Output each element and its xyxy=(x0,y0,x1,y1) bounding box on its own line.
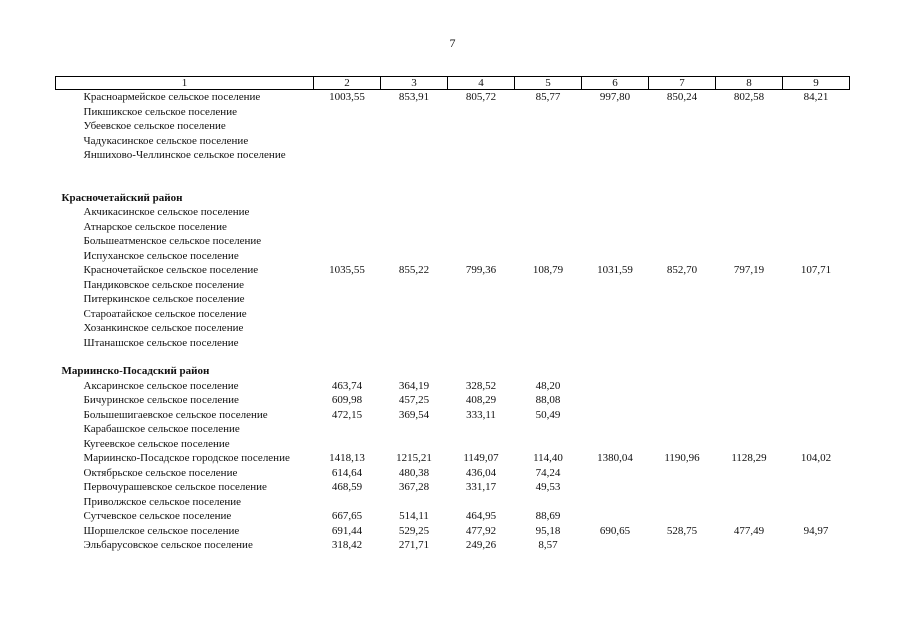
value-cell: 8,57 xyxy=(538,539,558,551)
settlement-name: Октябрьское сельское поселение xyxy=(83,466,238,479)
value-cell xyxy=(649,393,716,408)
table-row xyxy=(56,451,850,466)
value-cell xyxy=(515,437,582,452)
value-cell: 614,64 xyxy=(331,466,363,479)
value-cell xyxy=(314,292,381,307)
value-cell xyxy=(783,307,850,322)
table-row xyxy=(56,90,850,105)
value-cell: 1035,55 xyxy=(329,264,365,276)
value-cell xyxy=(783,379,850,394)
value-cell xyxy=(783,495,850,510)
value-cell xyxy=(649,538,716,553)
value-cell xyxy=(515,307,582,322)
column-header: 9 xyxy=(783,77,850,90)
settlement-name: Пандиковское сельское поселение xyxy=(83,278,244,291)
value-cell xyxy=(649,105,716,120)
value-cell: 107,71 xyxy=(800,264,832,276)
value-cell xyxy=(783,538,850,553)
value-cell xyxy=(783,336,850,351)
settlement-name: Убеевское сельское поселение xyxy=(83,120,226,132)
value-cell xyxy=(716,538,783,553)
value-cell xyxy=(716,148,783,163)
value-cell xyxy=(649,495,716,510)
value-cell: 667,65 xyxy=(331,510,363,522)
column-header: 1 xyxy=(56,77,314,90)
data-table xyxy=(55,76,850,553)
settlement-name: Испуханское сельское поселение xyxy=(83,249,239,262)
value-cell xyxy=(381,134,448,149)
value-cell xyxy=(381,437,448,452)
value-cell xyxy=(716,249,783,264)
table-row xyxy=(56,307,850,322)
value-cell xyxy=(448,422,515,437)
value-cell: 464,95 xyxy=(465,510,497,522)
value-cell xyxy=(381,119,448,134)
value-cell xyxy=(649,336,716,351)
value-cell: 1190,96 xyxy=(664,452,700,464)
value-cell: 331,17 xyxy=(465,481,497,493)
value-cell xyxy=(649,220,716,235)
value-cell xyxy=(515,292,582,307)
table-body xyxy=(56,90,850,553)
value-cell xyxy=(649,422,716,437)
value-cell xyxy=(381,148,448,163)
value-cell xyxy=(381,249,448,264)
value-cell xyxy=(582,509,649,524)
value-cell: 369,54 xyxy=(398,408,430,421)
header-row xyxy=(56,77,850,90)
value-cell xyxy=(582,249,649,264)
value-cell xyxy=(716,509,783,524)
value-cell xyxy=(716,292,783,307)
value-cell xyxy=(783,509,850,524)
value-cell xyxy=(448,234,515,249)
settlement-name: Аксаринское сельское поселение xyxy=(83,379,239,392)
value-cell xyxy=(448,278,515,293)
value-cell xyxy=(649,278,716,293)
value-cell xyxy=(716,134,783,149)
value-cell: 95,18 xyxy=(535,524,561,537)
table-row xyxy=(56,379,850,394)
value-cell: 49,53 xyxy=(535,481,561,493)
value-cell xyxy=(649,379,716,394)
value-cell: 85,77 xyxy=(535,91,561,103)
value-cell xyxy=(649,234,716,249)
value-cell: 74,24 xyxy=(535,466,561,479)
value-cell xyxy=(716,480,783,495)
value-cell xyxy=(582,278,649,293)
value-cell: 1380,04 xyxy=(597,452,633,464)
value-cell xyxy=(515,495,582,510)
value-cell xyxy=(381,220,448,235)
value-cell xyxy=(783,249,850,264)
column-header: 2 xyxy=(314,77,381,90)
table-row xyxy=(56,105,850,120)
value-cell: 48,20 xyxy=(535,379,561,392)
value-cell xyxy=(515,336,582,351)
value-cell xyxy=(582,220,649,235)
value-cell xyxy=(716,495,783,510)
value-cell xyxy=(314,134,381,149)
value-cell xyxy=(582,234,649,249)
value-cell xyxy=(582,307,649,322)
value-cell: 477,49 xyxy=(733,524,765,537)
value-cell xyxy=(515,321,582,336)
value-cell: 853,91 xyxy=(398,91,430,103)
value-cell: 249,26 xyxy=(465,539,497,551)
value-cell xyxy=(515,234,582,249)
value-cell xyxy=(716,437,783,452)
value-cell xyxy=(448,119,515,134)
value-cell xyxy=(783,134,850,149)
value-cell xyxy=(716,278,783,293)
value-cell: 802,58 xyxy=(733,91,765,103)
value-cell xyxy=(448,205,515,220)
column-header: 4 xyxy=(448,77,515,90)
value-cell xyxy=(783,205,850,220)
value-cell xyxy=(381,422,448,437)
value-cell: 1215,21 xyxy=(396,452,432,464)
table-row xyxy=(56,495,850,510)
value-cell: 114,40 xyxy=(533,452,563,464)
value-cell xyxy=(783,220,850,235)
value-cell xyxy=(582,205,649,220)
value-cell xyxy=(381,205,448,220)
value-cell xyxy=(448,336,515,351)
value-cell xyxy=(783,119,850,134)
settlement-name: Приволжское сельское поселение xyxy=(83,495,242,508)
value-cell xyxy=(314,307,381,322)
value-cell xyxy=(582,292,649,307)
table-row xyxy=(56,422,850,437)
value-cell xyxy=(448,220,515,235)
value-cell: 328,52 xyxy=(465,379,497,392)
value-cell xyxy=(649,205,716,220)
value-cell xyxy=(783,278,850,293)
table-row xyxy=(56,292,850,307)
spacer-row xyxy=(56,350,850,364)
value-cell xyxy=(314,234,381,249)
value-cell xyxy=(582,437,649,452)
value-cell: 609,98 xyxy=(331,394,363,406)
value-cell: 468,59 xyxy=(331,481,363,493)
settlement-name: Питеркинское сельское поселение xyxy=(83,293,245,305)
value-cell xyxy=(582,379,649,394)
value-cell: 1031,59 xyxy=(597,264,633,276)
value-cell xyxy=(649,466,716,481)
value-cell xyxy=(314,422,381,437)
value-cell xyxy=(716,105,783,120)
value-cell: 84,21 xyxy=(803,91,829,103)
table-row xyxy=(56,408,850,423)
table-row xyxy=(56,393,850,408)
value-cell xyxy=(649,134,716,149)
value-cell xyxy=(649,148,716,163)
column-header: 7 xyxy=(649,77,716,90)
value-cell xyxy=(783,148,850,163)
value-cell xyxy=(314,249,381,264)
value-cell xyxy=(448,437,515,452)
value-cell xyxy=(649,437,716,452)
settlement-name: Большешигаевское сельское поселение xyxy=(83,408,268,421)
value-cell: 333,11 xyxy=(466,408,496,421)
settlement-name: Штанашское сельское поселение xyxy=(83,336,239,349)
value-cell: 529,25 xyxy=(398,524,430,537)
settlement-name: Шоршелское сельское поселение xyxy=(83,524,240,537)
value-cell: 997,80 xyxy=(599,91,631,103)
value-cell xyxy=(448,495,515,510)
value-cell xyxy=(448,148,515,163)
district-row xyxy=(56,364,850,379)
column-header: 8 xyxy=(716,77,783,90)
value-cell xyxy=(783,437,850,452)
value-cell: 108,79 xyxy=(532,264,564,276)
value-cell: 271,71 xyxy=(398,539,430,551)
settlement-name: Бичуринское сельское поселение xyxy=(83,394,239,406)
value-cell xyxy=(515,119,582,134)
value-cell xyxy=(582,538,649,553)
value-cell: 472,15 xyxy=(331,408,363,421)
value-cell: 691,44 xyxy=(331,524,363,537)
value-cell xyxy=(783,480,850,495)
value-cell xyxy=(783,422,850,437)
value-cell xyxy=(448,249,515,264)
settlement-name: Карабашское сельское поселение xyxy=(83,423,240,435)
value-cell: 367,28 xyxy=(398,481,430,493)
settlement-name: Акчикасинское сельское поселение xyxy=(83,206,250,218)
value-cell: 94,97 xyxy=(803,524,829,537)
table-row xyxy=(56,263,850,278)
value-cell xyxy=(448,307,515,322)
value-cell: 690,65 xyxy=(599,524,631,537)
value-cell xyxy=(582,422,649,437)
value-cell: 436,04 xyxy=(465,466,497,479)
value-cell xyxy=(649,307,716,322)
value-cell: 514,11 xyxy=(399,510,429,522)
table-row xyxy=(56,480,850,495)
settlement-name: Мариинско-Посадское городское поселение xyxy=(83,452,290,464)
settlement-name: Большеатменское сельское поселение xyxy=(83,235,262,247)
column-header: 5 xyxy=(515,77,582,90)
settlement-name: Атнарское сельское поселение xyxy=(83,220,227,233)
district-row xyxy=(56,191,850,206)
value-cell xyxy=(448,321,515,336)
table-row xyxy=(56,249,850,264)
value-cell xyxy=(716,379,783,394)
spacer-row xyxy=(56,177,850,191)
value-cell xyxy=(515,148,582,163)
spacer-cell xyxy=(56,350,850,364)
value-cell: 1149,07 xyxy=(463,452,499,464)
table-row xyxy=(56,336,850,351)
value-cell xyxy=(381,278,448,293)
value-cell xyxy=(314,278,381,293)
value-cell: 318,42 xyxy=(331,539,363,551)
value-cell xyxy=(582,134,649,149)
value-cell xyxy=(381,105,448,120)
value-cell xyxy=(716,408,783,423)
settlement-name: Первочурашевское сельское поселение xyxy=(83,481,267,493)
settlement-name: Староатайское сельское поселение xyxy=(83,307,247,320)
value-cell xyxy=(582,336,649,351)
table-row xyxy=(56,134,850,149)
value-cell: 855,22 xyxy=(398,264,430,276)
value-cell xyxy=(448,134,515,149)
value-cell xyxy=(649,509,716,524)
table-row xyxy=(56,234,850,249)
value-cell: 408,29 xyxy=(465,394,497,406)
value-cell: 104,02 xyxy=(800,452,832,464)
table-row xyxy=(56,205,850,220)
value-cell: 477,92 xyxy=(465,524,497,537)
table-row xyxy=(56,509,850,524)
value-cell: 852,70 xyxy=(666,264,698,276)
value-cell xyxy=(716,220,783,235)
value-cell xyxy=(381,495,448,510)
table-row xyxy=(56,220,850,235)
value-cell xyxy=(716,422,783,437)
value-cell xyxy=(314,321,381,336)
value-cell xyxy=(716,336,783,351)
settlement-name: Хозанкинское сельское поселение xyxy=(83,322,244,334)
settlement-name: Сутчевское сельское поселение xyxy=(83,510,232,522)
value-cell xyxy=(716,307,783,322)
value-cell xyxy=(515,220,582,235)
value-cell xyxy=(716,234,783,249)
settlement-name: Пикшикское сельское поселение xyxy=(83,105,237,118)
value-cell xyxy=(716,466,783,481)
value-cell xyxy=(582,148,649,163)
value-cell xyxy=(582,408,649,423)
value-cell xyxy=(582,480,649,495)
value-cell xyxy=(582,466,649,481)
table-row xyxy=(56,148,850,163)
table-row xyxy=(56,466,850,481)
value-cell xyxy=(716,321,783,336)
value-cell: 457,25 xyxy=(398,394,430,406)
value-cell xyxy=(515,249,582,264)
value-cell xyxy=(783,234,850,249)
value-cell xyxy=(314,220,381,235)
value-cell xyxy=(783,393,850,408)
settlement-name: Эльбарусовское сельское поселение xyxy=(83,539,253,551)
district-heading: Красночетайский район xyxy=(61,191,183,204)
value-cell: 463,74 xyxy=(331,379,363,392)
value-cell: 528,75 xyxy=(666,524,698,537)
value-cell: 480,38 xyxy=(398,466,430,479)
table-row xyxy=(56,437,850,452)
value-cell xyxy=(783,105,850,120)
settlement-name: Яншихово-Челлинское сельское поселение xyxy=(83,149,286,161)
settlement-name: Красночетайское сельское поселение xyxy=(83,264,259,276)
value-cell xyxy=(314,336,381,351)
value-cell: 88,69 xyxy=(535,510,561,522)
value-cell xyxy=(783,408,850,423)
value-cell xyxy=(314,495,381,510)
value-cell xyxy=(582,321,649,336)
table-row xyxy=(56,321,850,336)
column-header: 3 xyxy=(381,77,448,90)
value-cell xyxy=(381,292,448,307)
value-cell xyxy=(314,148,381,163)
value-cell xyxy=(649,321,716,336)
value-cell xyxy=(649,292,716,307)
value-cell: 850,24 xyxy=(666,91,698,103)
value-cell: 805,72 xyxy=(465,91,497,103)
value-cell xyxy=(649,408,716,423)
value-cell xyxy=(649,119,716,134)
value-cell xyxy=(515,134,582,149)
settlement-name: Кугеевское сельское поселение xyxy=(83,437,230,450)
spacer-row xyxy=(56,163,850,177)
value-cell xyxy=(381,321,448,336)
value-cell: 799,36 xyxy=(465,264,497,276)
value-cell: 1418,13 xyxy=(329,452,365,464)
value-cell xyxy=(716,119,783,134)
value-cell: 88,08 xyxy=(535,394,561,406)
value-cell xyxy=(783,466,850,481)
column-header: 6 xyxy=(582,77,649,90)
settlement-name: Чадукасинское сельское поселение xyxy=(83,134,249,147)
value-cell xyxy=(716,393,783,408)
value-cell xyxy=(381,234,448,249)
district-heading: Мариинско-Посадский район xyxy=(61,365,210,377)
value-cell xyxy=(582,105,649,120)
value-cell xyxy=(716,205,783,220)
value-cell xyxy=(649,480,716,495)
table-row xyxy=(56,278,850,293)
table-row xyxy=(56,524,850,539)
value-cell xyxy=(582,495,649,510)
value-cell xyxy=(448,105,515,120)
value-cell: 364,19 xyxy=(398,379,430,392)
value-cell xyxy=(515,105,582,120)
value-cell xyxy=(783,292,850,307)
spacer-cell xyxy=(56,163,850,177)
value-cell: 1128,29 xyxy=(731,452,767,464)
value-cell: 797,19 xyxy=(733,264,765,276)
value-cell xyxy=(515,278,582,293)
value-cell xyxy=(515,205,582,220)
value-cell xyxy=(314,205,381,220)
value-cell xyxy=(381,307,448,322)
value-cell xyxy=(783,321,850,336)
value-cell xyxy=(314,119,381,134)
value-cell xyxy=(649,249,716,264)
value-cell xyxy=(582,393,649,408)
page-number: 7 xyxy=(449,36,456,50)
table-row xyxy=(56,538,850,553)
settlement-name: Красноармейское сельское поселение xyxy=(83,91,261,103)
value-cell xyxy=(448,292,515,307)
value-cell xyxy=(314,105,381,120)
value-cell xyxy=(314,437,381,452)
value-cell xyxy=(381,336,448,351)
spacer-cell xyxy=(56,177,850,191)
value-cell: 50,49 xyxy=(535,408,561,421)
value-cell xyxy=(582,119,649,134)
table-row xyxy=(56,119,850,134)
value-cell xyxy=(515,422,582,437)
value-cell: 1003,55 xyxy=(329,91,365,103)
